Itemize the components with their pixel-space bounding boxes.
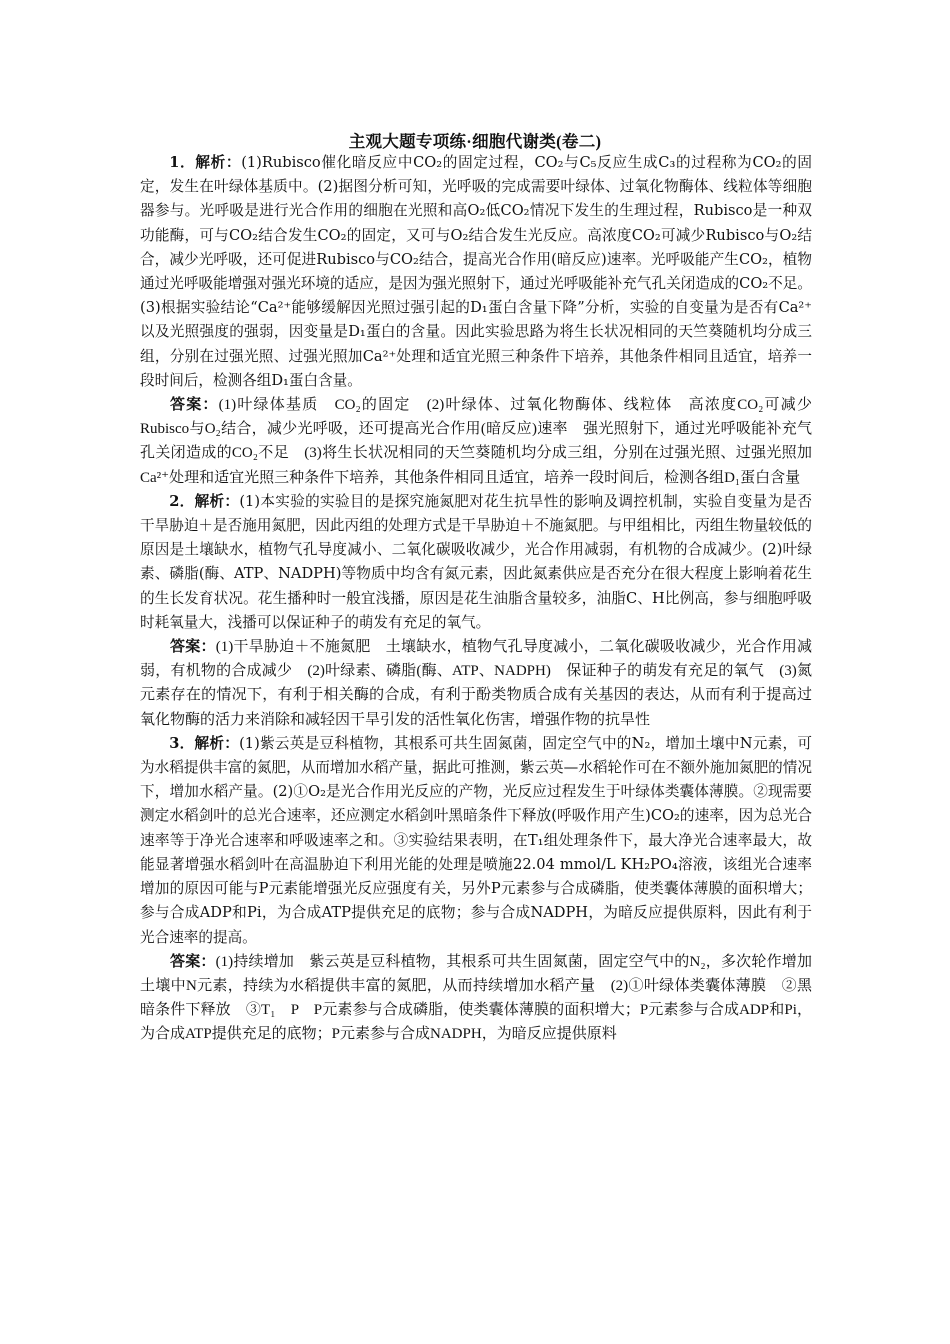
analysis-paragraph-1 <box>140 151 812 393</box>
item-number: 3． <box>169 734 195 752</box>
analysis-paragraph-2 <box>140 490 812 635</box>
analysis-label: 解析： <box>194 492 240 510</box>
analysis-text: (1)本实验的实验目的是探究施氮肥对花生抗旱性的影响及调控机制，实验自变量为是否干旱胁迫＋是否施用氮肥，因此丙组的处理方式是干旱胁迫＋不施氮肥。与甲组相比，丙组生物量较低的原因是土壤缺水，植物气孔导度减小、二氧化碳吸收减少，光合作用减弱，有机物的合成减少。(2)叶绿素、磷脂(酶、ATP、NADPH)等物质中均含有氮元素，因此氮素供应是否充分在很大程度上影响着花生的生长发育状况。花生播种时一般宜浅播，原因是花生油脂含量较多，油脂C、H比例高，参与细胞呼吸时耗氧量大，浅播可以保证种子的萌发有充足的氧气。 <box>140 492 812 631</box>
analysis-paragraph-3 <box>140 732 812 950</box>
answer-paragraph-1 <box>140 393 812 490</box>
answer-paragraph-3 <box>140 950 812 1047</box>
answer-label: 答案： <box>170 639 216 656</box>
answer-paragraph-2 <box>140 635 812 732</box>
analysis-label: 解析： <box>194 734 240 752</box>
answer-text: (1)叶绿体基质 CO₂的固定 (2)叶绿体、过氧化物酶体、线粒体 高浓度CO₂可减少Rubisco与O₂结合，减少光呼吸，还可提高光合作用(暗反应)速率 强光照射下，通过光呼吸能补充气孔关闭造成的CO₂不足 (3)将生长状况相同的天竺葵随机均分成三组，分别在过强光照、过强光照加Ca²⁺处理和适宜光照三种条件下培养，其他条件相同且适宜，培养一段时间后，检测各组D₁蛋白含量 <box>140 397 812 486</box>
item-number: 2． <box>169 492 195 510</box>
page-title: 主观大题专项练·细胞代谢类(卷二) <box>348 132 602 151</box>
document-body <box>140 151 812 1047</box>
analysis-text: (1)紫云英是豆科植物，其根系可共生固氮菌，固定空气中的N₂，增加土壤中N元素，可为水稻提供丰富的氮肥，从而增加水稻产量，据此可推测，紫云英—水稻轮作可在不额外施加氮肥的情况下，增加水稻产量。(2)①O₂是光合作用光反应的产物，光反应过程发生于叶绿体类囊体薄膜。②现需要测定水稻剑叶的总光合速率，还应测定水稻剑叶黑暗条件下释放(呼吸作用产生)CO₂的速率，因为总光合速率等于净光合速率和呼吸速率之和。③实验结果表明，在T₁组处理条件下，最大净光合速率最大，故能显著增强水稻剑叶在高温胁迫下利用光能的处理是喷施22.04 mmol/L KH₂PO₄溶液，该组光合速率增加的原因可能与P元素能增强光反应强度有关，另外P元素参与合成磷脂，使类囊体薄膜的面积增大；参与合成ADP和Pi，为合成ATP提供充足的底物；参与合成NADPH，为暗反应提供原料，因此有利于光合速率的提高。 <box>140 734 812 946</box>
answer-text: (1)干旱胁迫＋不施氮肥 土壤缺水，植物气孔导度减小，二氧化碳吸收减少，光合作用减弱，有机物的合成减少 (2)叶绿素、磷脂(酶、ATP、NADPH) 保证种子的萌发有充足的氧气 (3)氮元素存在的情况下，有利于相关酶的合成，有利于酚类物质合成有关基因的表达，从而有利于提高过氧化物酶的活力来消除和减轻因干旱引发的活性氧化伤害，增强作物的抗旱性 <box>140 639 812 728</box>
answer-text: (1)持续增加 紫云英是豆科植物，其根系可共生固氮菌，固定空气中的N₂，多次轮作增加土壤中N元素，持续为水稻提供丰富的氮肥，从而持续增加水稻产量 (2)①叶绿体类囊体薄膜 ②黑暗条件下释放 ③T₁ P P元素参与合成磷脂，使类囊体薄膜的面积增大；P元素参与合成ADP和Pi，为合成ATP提供充足的底物；P元素参与合成NADPH，为暗反应提供原料 <box>140 953 812 1043</box>
item-number: 1． <box>169 154 196 171</box>
answer-label: 答案： <box>170 397 219 414</box>
answer-label: 答案： <box>170 953 216 970</box>
analysis-label: 解析： <box>195 154 242 171</box>
analysis-text: (1)Rubisco催化暗反应中CO₂的固定过程，CO₂与C₅反应生成C₃的过程称为CO₂的固定，发生在叶绿体基质中。(2)据图分析可知，光呼吸的完成需要叶绿体、过氧化物酶体、线粒体等细胞器参与。光呼吸是进行光合作用的细胞在光照和高O₂低CO₂情况下发生的生理过程，Rubisco是一种双功能酶，可与CO₂结合发生CO₂的固定，又可与O₂结合发生光反应。高浓度CO₂可减少Rubisco与O₂结合，减少光呼吸，还可促进Rubisco与CO₂结合，提高光合作用(暗反应)速率。光呼吸能产生CO₂，植物通过光呼吸能增强对强光环境的适应，是因为强光照射下，通过光呼吸能补充气孔关闭造成的CO₂不足。(3)根据实验结论“Ca²⁺能够缓解因光照过强引起的D₁蛋白含量下降”分析，实验的自变量为是否有Ca²⁺以及光照强度的强弱，因变量是D₁蛋白的含量。因此实验思路为将生长状况相同的天竺葵随机均分成三组，分别在过强光照、过强光照加Ca²⁺处理和适宜光照三种条件下培养，其他条件相同且适宜，培养一段时间后，检测各组D₁蛋白含量。 <box>140 154 812 389</box>
